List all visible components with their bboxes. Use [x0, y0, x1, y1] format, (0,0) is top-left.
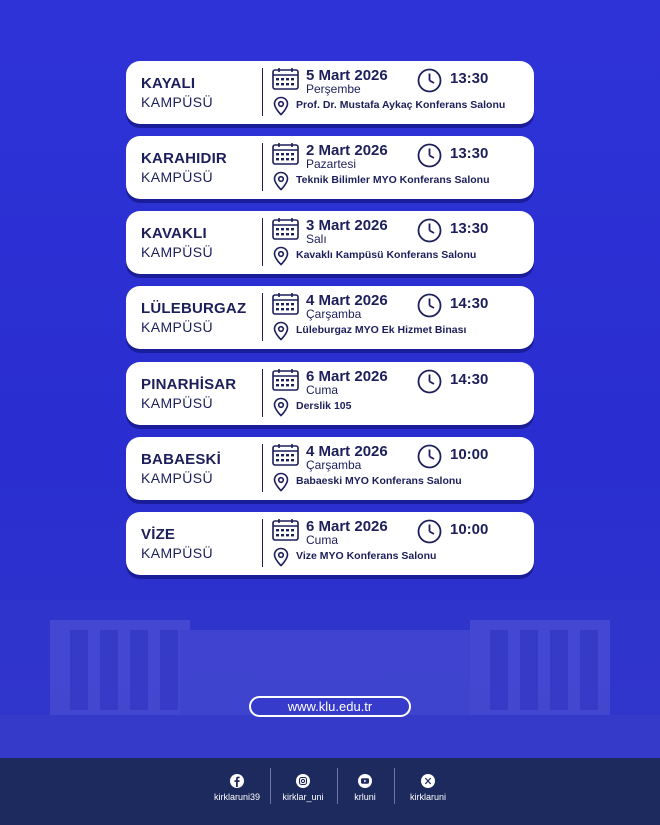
campus-name: BABAESKİ — [141, 451, 221, 468]
session-date: 6 Mart 2026 — [306, 368, 388, 385]
clock-icon — [417, 68, 442, 93]
campus-sub: KAMPÜSÜ — [141, 94, 214, 110]
calendar-icon — [272, 293, 299, 315]
divider — [270, 768, 271, 804]
session-time: 14:30 — [450, 371, 489, 388]
divider — [394, 768, 395, 804]
session-venue: Kavaklı Kampüsü Konferans Salonu — [296, 249, 477, 261]
website-link[interactable]: www.klu.edu.tr — [249, 696, 411, 717]
location-pin-icon — [272, 472, 290, 492]
session-time: 13:30 — [450, 70, 489, 87]
calendar-icon — [272, 444, 299, 466]
calendar-icon — [272, 143, 299, 165]
session-venue: Lüleburgaz MYO Ek Hizmet Binası — [296, 324, 467, 336]
session-time: 13:30 — [450, 220, 489, 237]
campus-name: KAVAKLI — [141, 225, 207, 242]
facebook-icon — [230, 774, 244, 788]
campus-name: LÜLEBURGAZ — [141, 300, 247, 317]
campus-label — [141, 300, 261, 336]
session-venue: Prof. Dr. Mustafa Aykaç Konferans Salonu — [296, 99, 506, 111]
session-card — [126, 211, 534, 274]
session-date: 3 Mart 2026 — [306, 217, 388, 234]
session-card — [126, 61, 534, 124]
session-venue: Babaeski MYO Konferans Salonu — [296, 475, 462, 487]
clock-icon — [417, 519, 442, 544]
location-pin-icon — [272, 321, 290, 341]
session-time: 10:00 — [450, 521, 489, 538]
location-pin-icon — [272, 171, 290, 191]
x-icon — [421, 774, 435, 788]
location-pin-icon — [272, 397, 290, 417]
calendar-icon — [272, 218, 299, 240]
session-date: 4 Mart 2026 — [306, 292, 388, 309]
campus-name: VİZE — [141, 526, 176, 543]
location-pin-icon — [272, 246, 290, 266]
session-day: Salı — [306, 232, 327, 246]
session-card — [126, 512, 534, 575]
social-x[interactable] — [398, 774, 458, 802]
divider — [262, 68, 263, 116]
session-time: 14:30 — [450, 295, 489, 312]
session-time: 10:00 — [450, 446, 489, 463]
campus-label — [141, 451, 261, 487]
campus-sub: KAMPÜSÜ — [141, 395, 214, 411]
session-time: 13:30 — [450, 145, 489, 162]
campus-sub: KAMPÜSÜ — [141, 169, 214, 185]
social-handle: kirklaruni39 — [213, 792, 261, 802]
divider — [262, 444, 263, 492]
session-day: Çarşamba — [306, 458, 362, 472]
social-facebook[interactable] — [202, 774, 272, 802]
clock-icon — [417, 444, 442, 469]
session-day: Çarşamba — [306, 307, 362, 321]
divider — [262, 369, 263, 417]
social-handle: kirklaruni — [409, 792, 446, 802]
campus-label — [141, 75, 261, 111]
campus-sub: KAMPÜSÜ — [141, 319, 214, 335]
session-card — [126, 362, 534, 425]
session-date: 4 Mart 2026 — [306, 443, 388, 460]
divider — [262, 143, 263, 191]
session-day: Pazartesi — [306, 157, 357, 171]
session-day: Cuma — [306, 383, 339, 397]
youtube-icon — [358, 774, 372, 788]
campus-name: KARAHIDIR — [141, 150, 227, 167]
clock-icon — [417, 293, 442, 318]
session-venue: Vize MYO Konferans Salonu — [296, 550, 437, 562]
social-handle: kirklar_uni — [282, 792, 324, 802]
location-pin-icon — [272, 96, 290, 116]
campus-sub: KAMPÜSÜ — [141, 470, 214, 486]
session-day: Perşembe — [306, 82, 361, 96]
campus-label — [141, 526, 261, 562]
campus-name: KAYALI — [141, 75, 196, 92]
social-youtube[interactable] — [340, 774, 390, 802]
session-venue: Teknik Bilimler MYO Konferans Salonu — [296, 174, 490, 186]
campus-label — [141, 225, 261, 261]
session-date: 6 Mart 2026 — [306, 518, 388, 535]
session-card — [126, 136, 534, 199]
session-day: Cuma — [306, 533, 339, 547]
campus-name: PINARHİSAR — [141, 376, 237, 393]
clock-icon — [417, 218, 442, 243]
session-card — [126, 286, 534, 349]
session-card — [126, 437, 534, 500]
clock-icon — [417, 143, 442, 168]
campus-label — [141, 150, 261, 186]
campus-sub: KAMPÜSÜ — [141, 545, 214, 561]
campus-building-image — [0, 600, 660, 758]
session-venue: Derslik 105 — [296, 400, 352, 412]
calendar-icon — [272, 369, 299, 391]
divider — [337, 768, 338, 804]
calendar-icon — [272, 68, 299, 90]
divider — [262, 519, 263, 567]
session-date: 5 Mart 2026 — [306, 67, 388, 84]
social-instagram[interactable] — [273, 774, 333, 802]
calendar-icon — [272, 519, 299, 541]
instagram-icon — [296, 774, 310, 788]
social-handle: krluni — [354, 792, 376, 802]
divider — [262, 218, 263, 266]
location-pin-icon — [272, 547, 290, 567]
footer — [0, 758, 660, 825]
session-date: 2 Mart 2026 — [306, 142, 388, 159]
campus-sub: KAMPÜSÜ — [141, 244, 214, 260]
campus-label — [141, 376, 261, 412]
divider — [262, 293, 263, 341]
clock-icon — [417, 369, 442, 394]
